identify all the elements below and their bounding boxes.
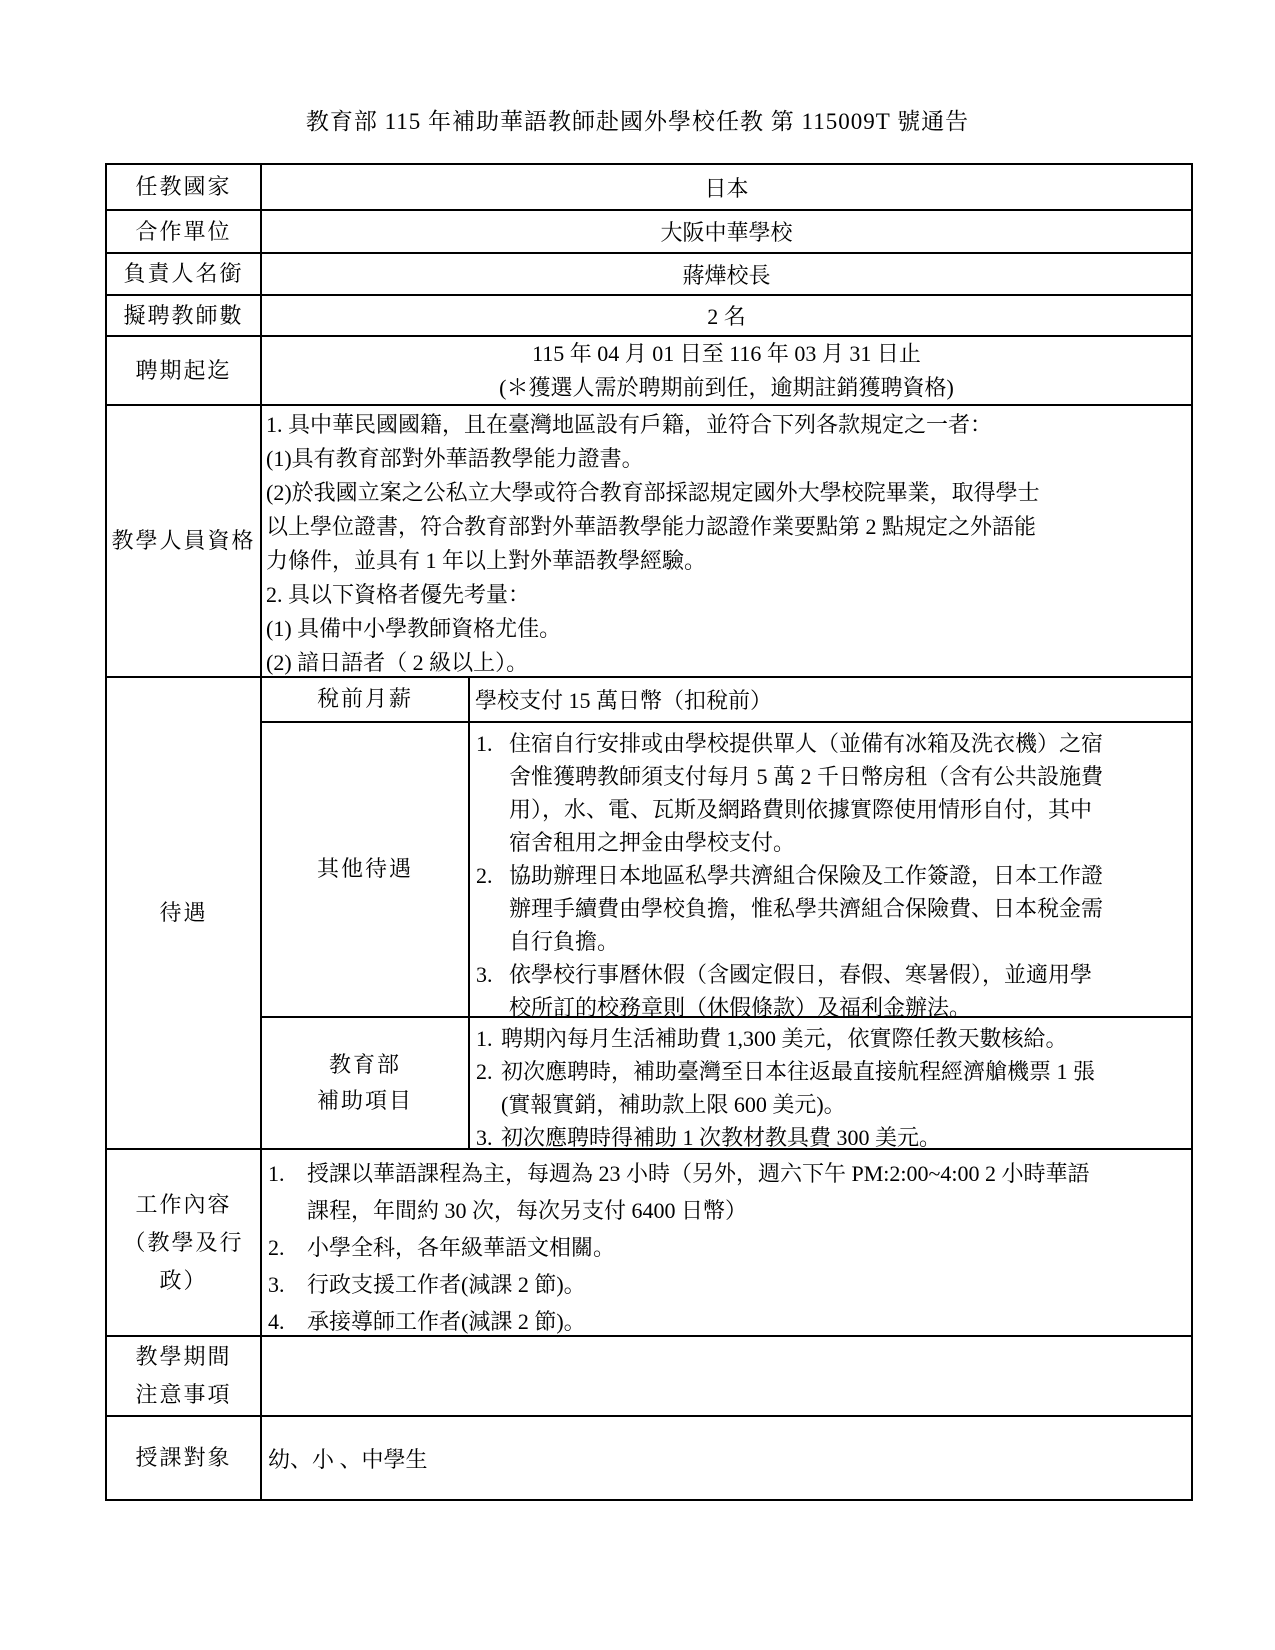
duty-line: 承接導師工作者(減課 2 節)。 xyxy=(307,1309,586,1334)
salary-label: 稅前月薪 xyxy=(262,678,470,721)
list-item-number: 1. xyxy=(268,1161,285,1186)
list-item xyxy=(268,1155,1189,1229)
list-item xyxy=(476,1121,1189,1154)
row-value-principal: 蔣燁校長 xyxy=(682,262,771,288)
list-item-number: 3. xyxy=(268,1272,285,1297)
benefit-line: 校所訂的校務章則（休假條款）及福利金辦法。 xyxy=(509,994,972,1020)
qualification-line: 2. 具以下資格者優先考量： xyxy=(266,582,531,607)
teaching-notes-label-line: 注意事項 xyxy=(135,1382,232,1407)
table-row-principal xyxy=(107,252,1191,294)
list-item-number: 4. xyxy=(268,1309,285,1334)
table-row-students xyxy=(107,1415,1191,1499)
teaching-notes-label-line: 教學期間 xyxy=(135,1344,232,1369)
table-row-job-duties xyxy=(107,1148,1191,1335)
job-duties-list xyxy=(262,1150,1191,1335)
table-row-employment-period xyxy=(107,335,1191,404)
subrow-salary xyxy=(262,678,1191,721)
row-value-teaching-notes xyxy=(262,1337,1191,1415)
list-item xyxy=(268,1266,1189,1303)
job-duties-label-line: （教學及行 xyxy=(123,1229,244,1255)
benefit-line: 用），水、電、瓦斯及網路費則依據實際使用情形自付，其中 xyxy=(509,796,1093,822)
list-item-number: 1. xyxy=(476,1025,493,1051)
list-item-body xyxy=(307,1155,1090,1229)
row-label-teaching-notes xyxy=(107,1337,262,1415)
job-duties-label-line: 工作內容 xyxy=(135,1191,232,1217)
table-row-partner xyxy=(107,209,1191,252)
row-label-partner: 合作單位 xyxy=(107,211,262,252)
row-label-country: 任教國家 xyxy=(107,165,262,209)
row-label-employment-period: 聘期起迄 xyxy=(107,337,262,404)
duty-line: 行政支援工作者(減課 2 節)。 xyxy=(307,1272,586,1297)
list-item-body xyxy=(509,859,1103,958)
table-row-teaching-notes xyxy=(107,1335,1191,1415)
subsidy-line: 聘期內每月生活補助費 1,300 美元，依實際任教天數核給。 xyxy=(501,1025,1068,1051)
subrow-moe-subsidy xyxy=(262,1016,1191,1148)
duty-line: 課程，年間約 30 次，每次另支付 6400 日幣） xyxy=(307,1198,748,1223)
duty-line: 授課以華語課程為主，每週為 23 小時（另外，週六下午 PM:2:00~4:00 2 小時華語 xyxy=(307,1161,1090,1186)
list-item-number: 1. xyxy=(476,730,493,756)
qualification-line: (1)具有教育部對外華語教學能力證書。 xyxy=(266,446,644,471)
list-item xyxy=(476,1022,1189,1055)
table-row-qualification xyxy=(107,404,1191,676)
moe-subsidy-label-line: 教育部 xyxy=(328,1051,401,1077)
list-item xyxy=(268,1229,1189,1266)
benefit-line: 舍惟獲聘教師須支付每月 5 萬 2 千日幣房租（含有公共設施費 xyxy=(509,763,1104,789)
qualification-line: 1. 具中華民國國籍，且在臺灣地區設有戶籍，並符合下列各款規定之一者： xyxy=(266,412,993,437)
list-item xyxy=(476,958,1189,1024)
list-item-body xyxy=(501,1121,941,1154)
row-label-qualification: 教學人員資格 xyxy=(107,406,262,676)
row-label-job-duties xyxy=(107,1150,262,1335)
row-label-teacher-count: 擬聘教師數 xyxy=(107,296,262,335)
list-item xyxy=(476,727,1189,859)
benefit-line: 住宿自行安排或由學校提供單人（並備有冰箱及洗衣機）之宿 xyxy=(509,730,1104,756)
list-item-body xyxy=(509,958,1092,1024)
other-benefits-list xyxy=(470,723,1191,1020)
list-item xyxy=(268,1303,1189,1340)
list-item-number: 3. xyxy=(476,961,493,987)
benefit-line: 自行負擔。 xyxy=(509,928,620,954)
row-value-qualification xyxy=(262,406,1191,676)
qualification-line: (2) 諳日語者（ 2 級以上）。 xyxy=(266,650,529,675)
page-title: 教育部 115 年補助華語教師赴國外學校任教 第 115009T 號通告 xyxy=(305,109,970,134)
qualification-line: 力條件，並具有 1 年以上對外華語教學經驗。 xyxy=(266,548,707,573)
benefit-line: 宿舍租用之押金由學校支付。 xyxy=(509,829,796,855)
benefit-line: 辦理手續費由學校負擔，惟私學共濟組合保險費、日本稅金需 xyxy=(509,895,1104,921)
job-duties-label-line: 政） xyxy=(159,1267,208,1293)
row-label-principal: 負責人名銜 xyxy=(107,254,262,294)
list-item-body xyxy=(501,1022,1068,1055)
benefit-line: 協助辦理日本地區私學共濟組合保險及工作簽證，日本工作證 xyxy=(509,862,1104,888)
row-value-students xyxy=(262,1417,1191,1499)
list-item-body xyxy=(307,1303,586,1340)
row-value-employment-period xyxy=(262,337,1191,404)
benefit-line: 依學校行事曆休假（含國定假日，春假、寒暑假），並適用學 xyxy=(509,961,1093,987)
table-row-country xyxy=(107,165,1191,209)
list-item xyxy=(476,1055,1189,1121)
qualification-line: 以上學位證書，符合教育部對外華語教學能力認證作業要點第 2 點規定之外語能 xyxy=(266,514,1037,539)
compensation-subtable xyxy=(262,678,1191,1148)
qualification-line: (1) 具備中小學教師資格尤佳。 xyxy=(266,616,562,641)
subrow-other-benefits xyxy=(262,721,1191,1020)
list-item-number: 2. xyxy=(268,1235,285,1260)
row-label-students: 授課對象 xyxy=(107,1417,262,1499)
notice-table xyxy=(105,163,1193,1501)
list-item-body xyxy=(509,727,1103,859)
salary-value xyxy=(470,678,1191,721)
list-item-body xyxy=(501,1055,1095,1121)
table-row-compensation xyxy=(107,676,1191,1148)
moe-subsidy-label xyxy=(262,1018,470,1148)
row-value-partner: 大阪中華學校 xyxy=(660,220,793,245)
subsidy-line: 初次應聘時，補助臺灣至日本往返最直接航程經濟艙機票 1 張 xyxy=(501,1058,1096,1084)
salary-text: 學校支付 15 萬日幣（扣稅前） xyxy=(475,687,773,713)
list-item-number: 2. xyxy=(476,1058,493,1084)
employment-period-dates: 115 年 04 月 01 日至 116 年 03 月 31 日止 xyxy=(532,340,921,366)
row-value-country: 日本 xyxy=(704,175,749,201)
table-row-teacher-count xyxy=(107,294,1191,335)
duty-line: 小學全科，各年級華語文相關。 xyxy=(307,1235,616,1260)
row-value-teacher-count: 2 名 xyxy=(707,304,746,329)
list-item-number: 3. xyxy=(476,1124,493,1150)
moe-subsidy-label-line: 補助項目 xyxy=(316,1087,413,1113)
list-item-body xyxy=(307,1266,586,1303)
subsidy-line: 初次應聘時得補助 1 次教材教具費 300 美元。 xyxy=(501,1124,942,1150)
subsidy-line: (實報實銷，補助款上限 600 美元)。 xyxy=(501,1091,846,1117)
other-benefits-label: 其他待遇 xyxy=(262,723,470,1016)
qualification-line: (2)於我國立案之公私立大學或符合教育部採認規定國外大學校院畢業，取得學士 xyxy=(266,480,1040,505)
list-item-number: 2. xyxy=(476,862,493,888)
students-text: 幼、小 、中學生 xyxy=(268,1446,428,1472)
employment-period-note: (＊獲選人需於聘期前到任，逾期註銷獲聘資格) xyxy=(499,374,954,400)
moe-subsidy-list xyxy=(470,1018,1191,1148)
list-item-body xyxy=(307,1229,615,1266)
row-label-compensation: 待遇 xyxy=(107,678,262,1148)
list-item xyxy=(476,859,1189,958)
